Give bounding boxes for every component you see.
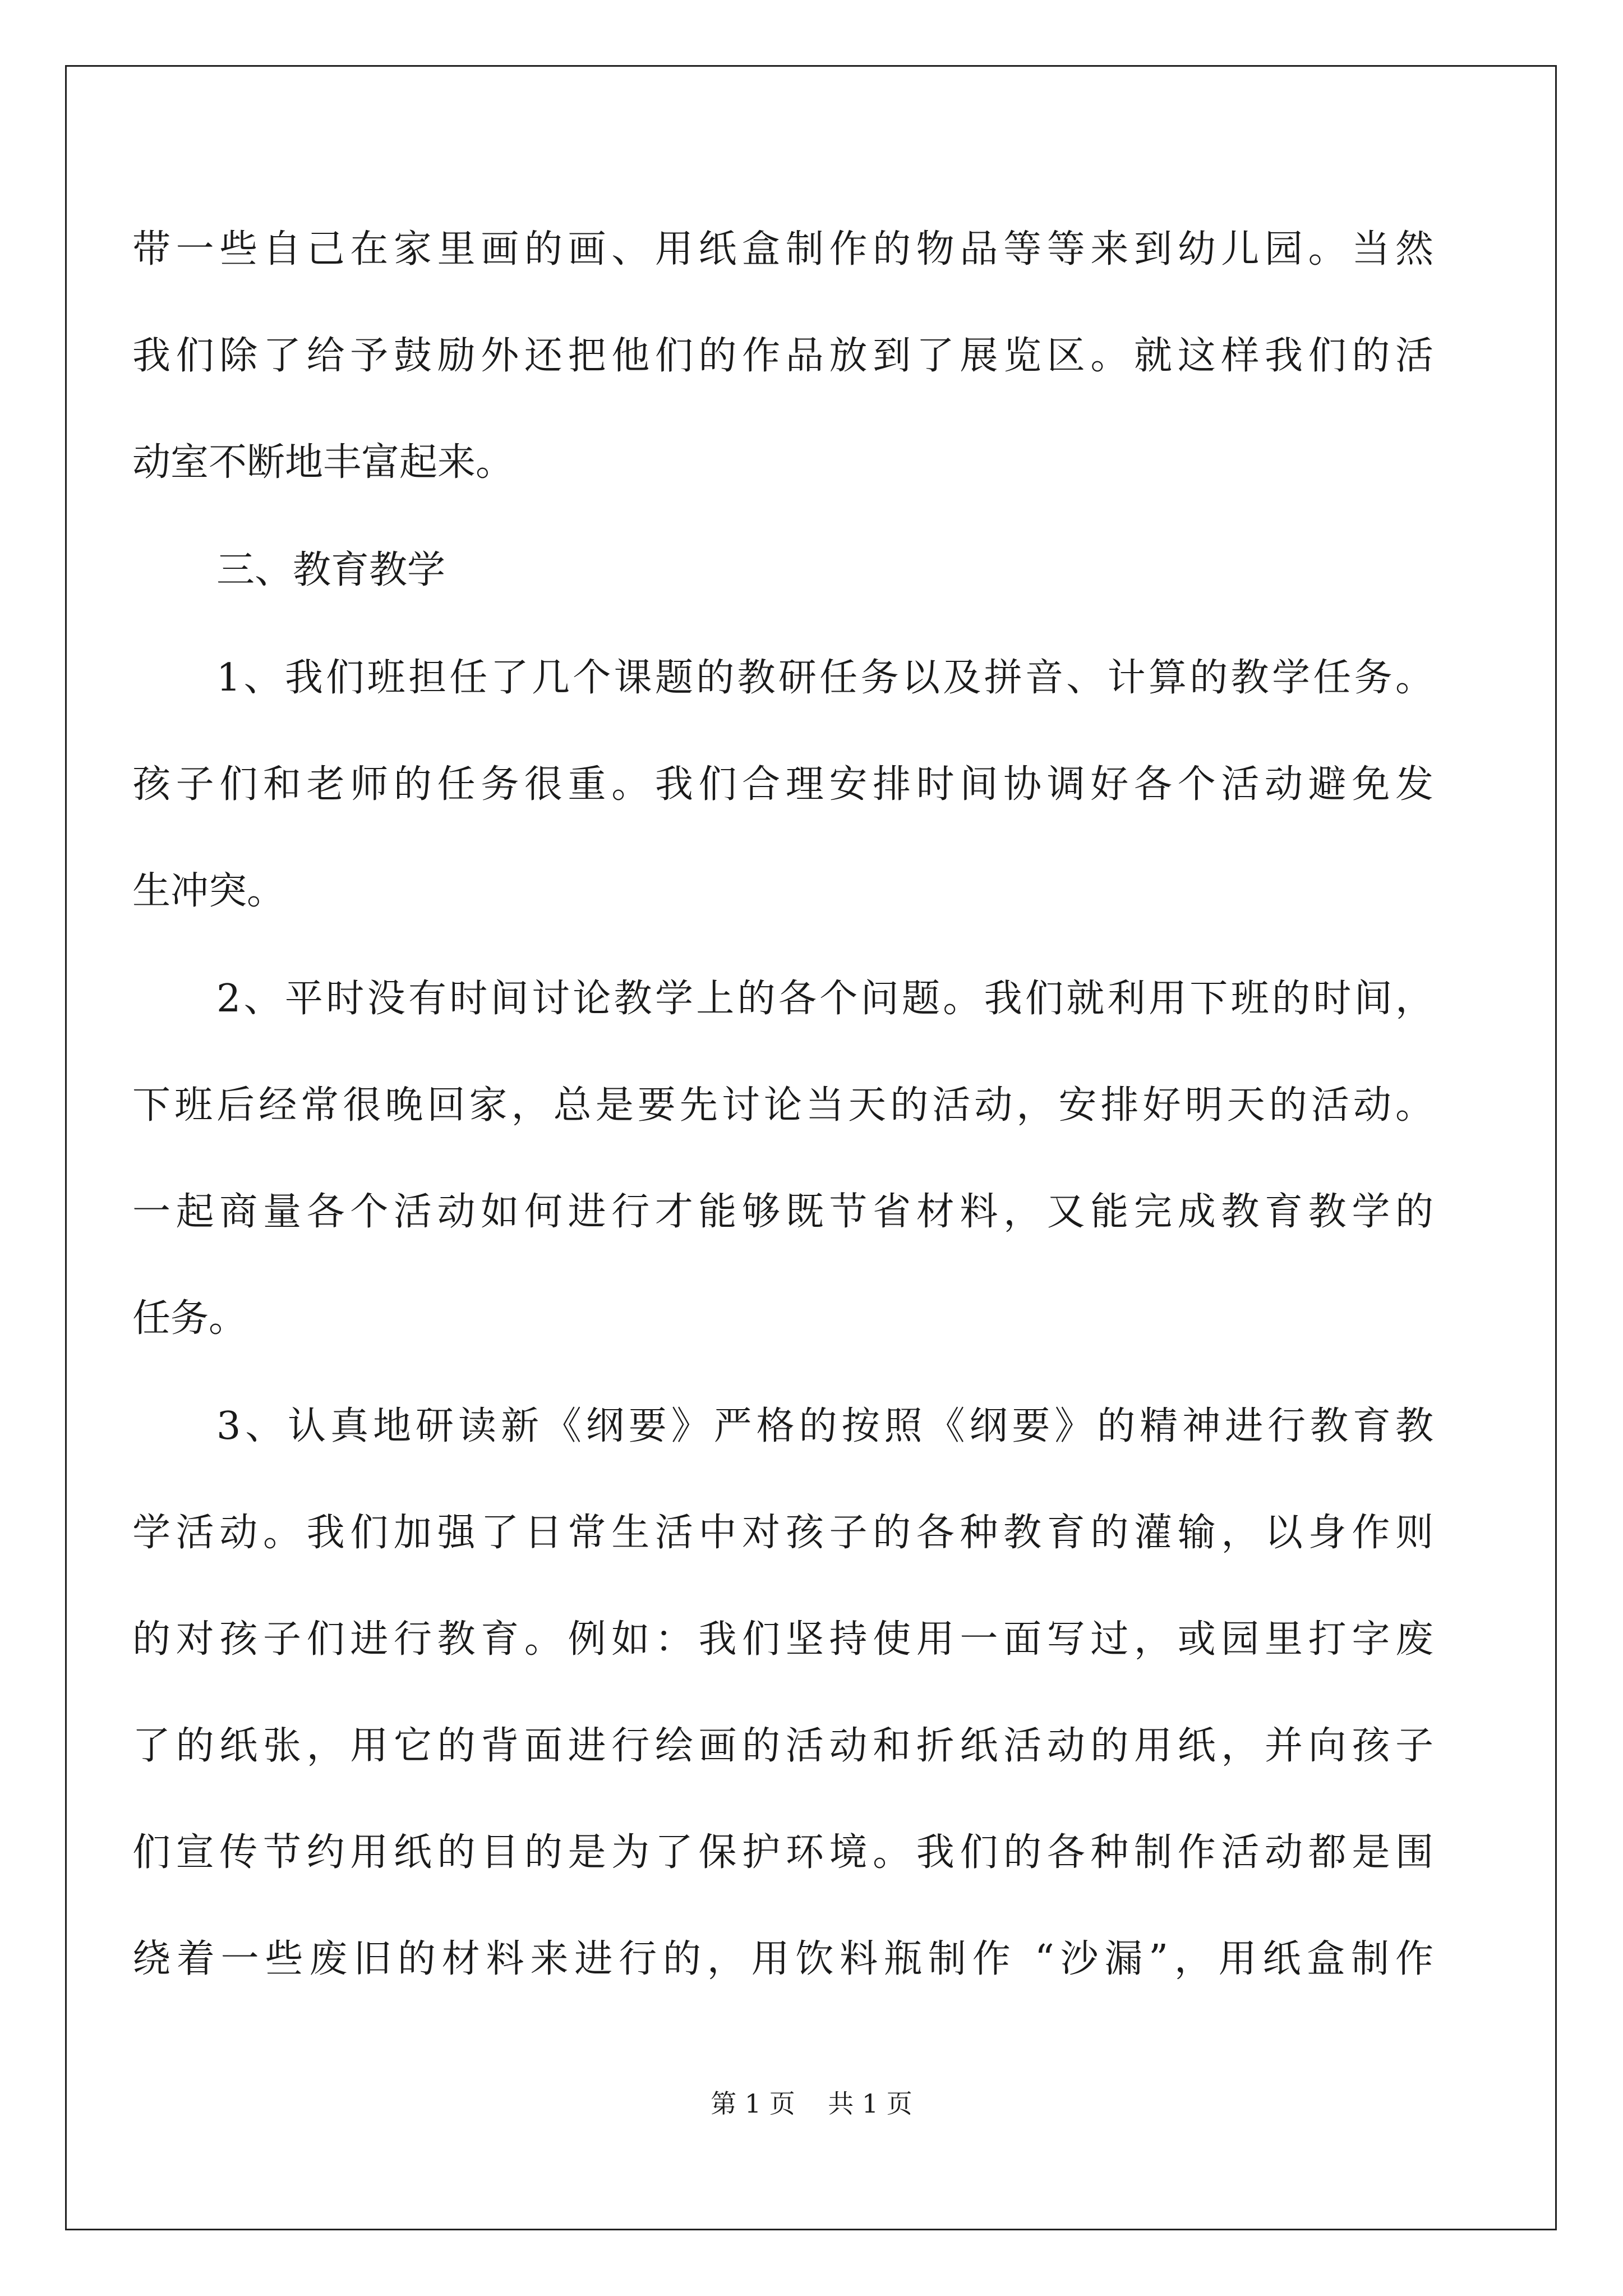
text-line: 3、认真地研读新《纲要》严格的按照《纲要》的精神进行教育教 [216, 1404, 1433, 1448]
text-line: 任务。 [132, 1296, 247, 1341]
text-line: 1、我们班担任了几个课题的教研任务以及拼音、计算的教学任务。 [216, 656, 1433, 700]
section-heading: 三、教育教学 [216, 548, 446, 592]
text-line: 的对孩子们进行教育。例如：我们坚持使用一面写过，或园里打字废 [132, 1617, 1433, 1662]
text-line: 带一些自己在家里画的画、用纸盒制作的物品等等来到幼儿园。当然 [132, 227, 1433, 272]
text-line: 了的纸张，用它的背面进行绘画的活动和折纸活动的用纸，并向孩子 [132, 1724, 1433, 1768]
text-line: 下班后经常很晚回家，总是要先讨论当天的活动，安排好明天的活动。 [132, 1083, 1433, 1128]
text-line: 一起商量各个活动如何进行才能够既节省材料，又能完成教育教学的 [132, 1190, 1433, 1234]
text-line: 生冲突。 [132, 869, 285, 913]
page-total: 共 1 页 [828, 2088, 912, 2119]
text-line: 学活动。我们加强了日常生活中对孩子的各种教育的灌输，以身作则 [132, 1511, 1433, 1555]
page-border [65, 65, 1557, 2230]
text-line: 绕着一些废旧的材料来进行的，用饮料瓶制作 “沙漏”，用纸盒制作 [132, 1937, 1433, 1981]
text-line: 孩子们和老师的任务很重。我们合理安排时间协调好各个活动避免发 [132, 762, 1433, 807]
text-line: 我们除了给予鼓励外还把他们的作品放到了展览区。就这样我们的活 [132, 334, 1433, 378]
text-line: 2、平时没有时间讨论教学上的各个问题。我们就利用下班的时间， [216, 977, 1433, 1021]
page-footer [0, 2087, 1623, 2120]
text-line: 们宣传节约用纸的目的是为了保护环境。我们的各种制作活动都是围 [132, 1830, 1433, 1875]
page-number: 第 1 页 [711, 2088, 795, 2119]
text-line: 动室不断地丰富起来。 [132, 440, 514, 485]
